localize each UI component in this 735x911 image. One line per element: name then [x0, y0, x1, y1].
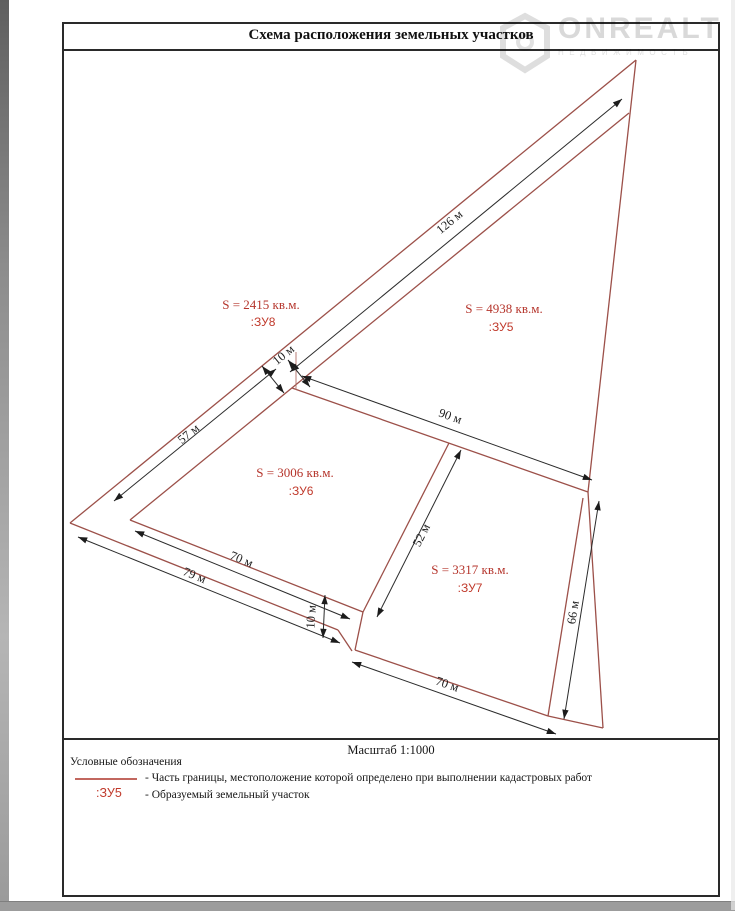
dim-label-66: 66 м [564, 599, 582, 626]
dim-label-126: 126 м [433, 207, 466, 237]
scan-edge-right [731, 0, 735, 910]
dim-label-52: 52 м [409, 521, 434, 549]
dim-label-10-step: 10 м [303, 604, 319, 629]
title-bar [62, 22, 720, 51]
dim-label-57: 57 м [174, 421, 203, 447]
page-title: Схема расположения земельных участков [248, 27, 534, 43]
parcel-zu6-id: :ЗУ6 [288, 484, 314, 498]
watermark-subtext: НЕДВИЖИМОСТЬ [558, 48, 694, 57]
legend-item-text: - Образуемый земельный участок [145, 789, 310, 801]
dim-label-90: 90 м [436, 405, 464, 427]
legend-red-line-symbol [75, 778, 137, 780]
dim-label-70-bottom: 70 м [433, 673, 461, 695]
dim-label-79: 79 м [180, 564, 209, 587]
parcel-zu7-area: S = 3317 кв.м. [431, 562, 509, 577]
dim-label-70-left: 70 м [227, 548, 256, 571]
legend-separator-line [62, 738, 720, 740]
dim-label-10-top: 10 м [269, 342, 298, 368]
scan-edge-left [0, 0, 9, 910]
parcel-zu5-id: :ЗУ5 [488, 320, 514, 334]
parcel-zu8-id: :ЗУ8 [250, 315, 276, 329]
parcel-zu8-area: S = 2415 кв.м. [222, 297, 300, 312]
parcel-zu6-area: S = 3006 кв.м. [256, 465, 334, 480]
watermark-brand: ONREALT [558, 12, 722, 45]
legend-heading: Условные обозначения [70, 756, 182, 768]
parcel-zu5-area: S = 4938 кв.м. [465, 301, 543, 316]
parcel-zu7-id: :ЗУ7 [457, 581, 483, 595]
legend-item-text: - Часть границы, местоположение которой определено при выполнении кадастровых работ [145, 772, 593, 784]
scale-note: Масштаб 1:1000 [347, 743, 435, 757]
legend-parcel-symbol: :ЗУ5 [96, 786, 122, 800]
